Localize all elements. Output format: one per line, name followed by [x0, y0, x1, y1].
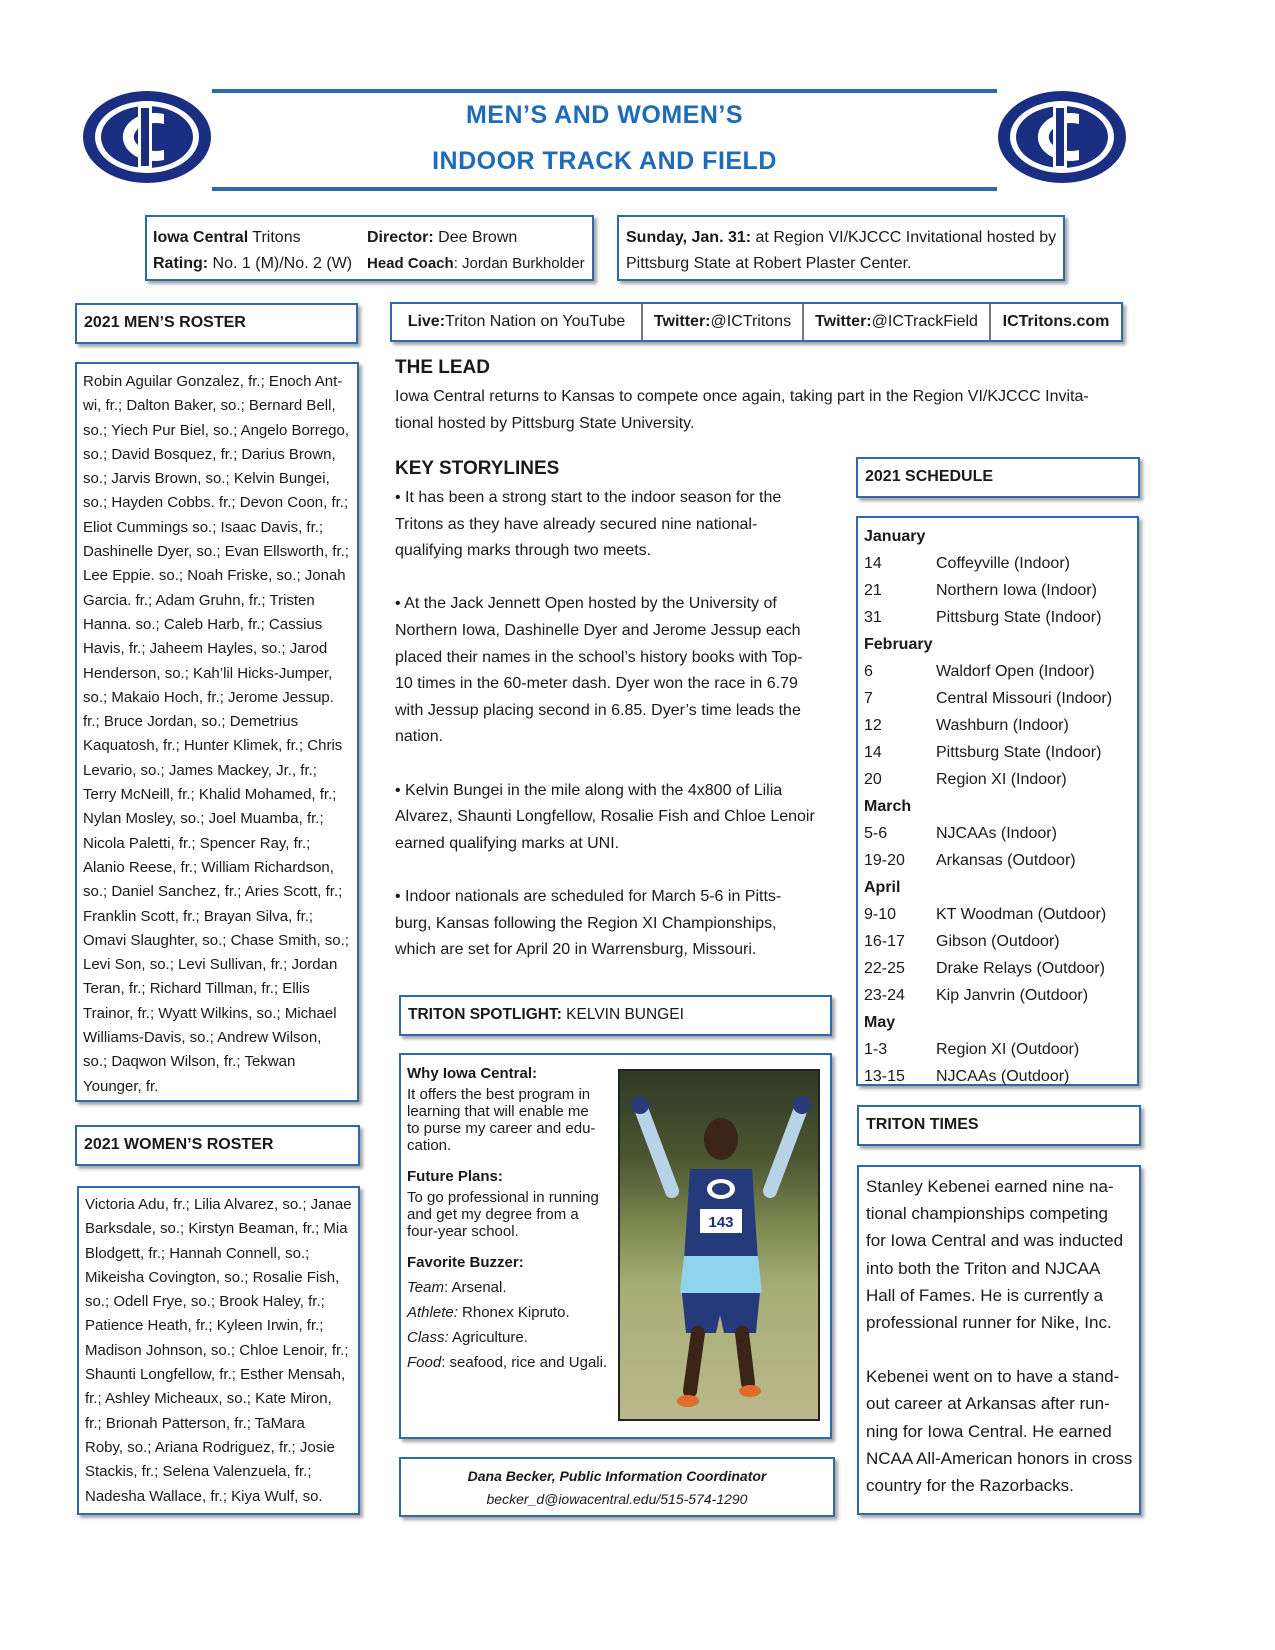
- roster-line: Nicola Paletti, fr.; Spencer Ray, fr.;: [83, 834, 311, 852]
- plans-line: and get my degree from a: [407, 1206, 579, 1223]
- event-name: Gibson (Outdoor): [936, 933, 1060, 950]
- page-title-line-2: INDOOR TRACK AND FIELD: [432, 147, 777, 175]
- spotlight-label: TRITON SPOTLIGHT:: [408, 1006, 562, 1023]
- schedule-month: January: [864, 528, 926, 545]
- roster-line: fr.; Brionah Patterson, fr.; TaMara: [85, 1414, 305, 1432]
- lead-paragraph: [395, 384, 1089, 437]
- event-name: Kip Janvrin (Outdoor): [936, 987, 1089, 1004]
- schedule-box: [856, 516, 1139, 1086]
- times-line: tional championships competing: [866, 1204, 1108, 1224]
- roster-line: Stackis, fr.; Selena Valenzuela, fr.;: [85, 1463, 312, 1481]
- spotlight-box: [399, 1053, 832, 1439]
- storylines-heading: KEY STORYLINES: [395, 458, 560, 479]
- roster-line: Trainor, fr.; Wyatt Wilkins, so.; Michael: [83, 1004, 337, 1022]
- roster-line: Robin Aguilar Gonzalez, fr.; Enoch Ant-: [83, 373, 343, 390]
- roster-line: so.; Jarvis Brown, so.; Kelvin Bungei,: [83, 470, 330, 488]
- spotlight-text: [407, 1061, 612, 1375]
- storyline-line: • Kelvin Bungei in the mile along with the 4x800 of Lilia: [395, 781, 783, 799]
- roster-line: Nadesha Wallace, fr.; Kiya Wulf, so.: [85, 1487, 323, 1505]
- roster-line: Omavi Slaughter, so.; Chase Smith, so.;: [83, 931, 349, 949]
- triton-times-header: TRITON TIMES: [857, 1105, 1141, 1146]
- buzzer-label: Favorite Buzzer:: [407, 1254, 524, 1271]
- event-name: Pittsburg State (Indoor): [936, 744, 1102, 761]
- storyline-line: 10 times in the 60-meter dash. Dyer won the race in 6.79: [395, 675, 798, 693]
- schedule-event: [864, 712, 1134, 739]
- schedule-event: [864, 739, 1134, 766]
- roster-line: Shaunti Longfellow, fr.; Esther Mensah,: [85, 1366, 346, 1384]
- ic-logo-icon: [995, 88, 1129, 186]
- event-name: NJCAAs (Indoor): [936, 825, 1057, 842]
- roster-line: Franklin Scott, fr.; Brayan Silva, fr.;: [83, 907, 314, 925]
- contact-box: [399, 1457, 835, 1517]
- roster-line: Younger, fr.: [83, 1077, 159, 1095]
- plans-line: four-year school.: [407, 1223, 519, 1240]
- lead-heading: THE LEAD: [395, 357, 490, 378]
- storyline-line: qualifying marks through two meets.: [395, 542, 652, 560]
- schedule-event: [864, 766, 1134, 793]
- event-line-1: Sunday, Jan. 31: at Region VI/KJCCC Invitational hosted by: [626, 229, 1057, 246]
- event-date: 19-20: [864, 852, 905, 869]
- storyline-paragraph: [395, 591, 815, 751]
- schedule-month: April: [864, 879, 901, 896]
- plans-line: To go professional in running: [407, 1189, 599, 1206]
- event-date: 6: [864, 663, 873, 680]
- roster-line: Barksdale, so.; Kirstyn Beaman, fr.; Mia: [85, 1220, 348, 1238]
- times-line: ning for Iowa Central. He earned: [866, 1421, 1112, 1441]
- spotlight-name: KELVIN BUNGEI: [561, 1006, 684, 1023]
- schedule-list: [864, 523, 1134, 1090]
- womens-roster-box: [77, 1186, 360, 1515]
- event-date: 14: [864, 555, 882, 572]
- schedule-event: [864, 604, 1134, 631]
- roster-line: Levi Son, so.; Levi Sullivan, fr.; Jordan: [83, 956, 338, 974]
- event-date: 21: [864, 582, 882, 599]
- schedule-event: [864, 685, 1134, 712]
- triton-times-text: [866, 1173, 1132, 1499]
- event-date: 31: [864, 609, 882, 626]
- team-rating: Rating: No. 1 (M)/No. 2 (W): [153, 255, 353, 272]
- roster-line: Garcia. fr.; Adam Gruhn, fr.; Tristen: [83, 591, 315, 609]
- roster-line: Mikeisha Covington, so.; Rosalie Fish,: [85, 1268, 340, 1286]
- roster-line: Williams-Davis, so.; Andrew Wilson,: [83, 1029, 322, 1047]
- storyline-line: earned qualifying marks at UNI.: [395, 834, 620, 852]
- schedule-event: [864, 1063, 1134, 1090]
- storyline-line: • Indoor nationals are scheduled for March 5-6 in Pitts-: [395, 887, 782, 905]
- roster-line: Hanna. so.; Caleb Harb, fr.; Cassius: [83, 615, 323, 633]
- roster-line: Henderson, so.; Kah’lil Hicks-Jumper,: [83, 664, 333, 682]
- event-date: 5-6: [864, 825, 888, 842]
- athlete-photo: [618, 1069, 820, 1421]
- event-date: 22-25: [864, 960, 905, 977]
- roster-line: Roby, so.; Ariana Rodriguez, fr.; Josie: [85, 1438, 335, 1456]
- roster-line: so.; Yiech Pur Biel, so.; Angelo Borrego,: [83, 421, 349, 439]
- roster-line: Victoria Adu, fr.; Lilia Alvarez, so.; Janae: [85, 1196, 352, 1213]
- why-line: cation.: [407, 1137, 452, 1154]
- roster-line: Levario, so.; James Mackey, Jr., fr.;: [83, 761, 317, 779]
- storyline-line: • At the Jack Jennett Open hosted by the University of: [395, 595, 777, 613]
- schedule-event: [864, 901, 1134, 928]
- storyline-paragraph: [395, 778, 815, 858]
- times-line: professional runner for Nike, Inc.: [866, 1313, 1112, 1333]
- event-date: 12: [864, 717, 882, 734]
- roster-line: Kaquatosh, fr.; Hunter Klimek, fr.; Chris: [83, 737, 343, 755]
- storyline-paragraph: [395, 884, 815, 964]
- roster-line: Nylan Mosley, so.; Joel Muamba, fr.;: [83, 810, 324, 828]
- roster-line: Lee Eppie. so.; Noah Friske, so.; Jonah: [83, 567, 346, 585]
- header-rule-bottom: [212, 187, 997, 191]
- roster-line: so.; Daqwon Wilson, fr.; Tekwan: [83, 1053, 296, 1071]
- event-info-box: [617, 215, 1065, 281]
- spotlight-header: [399, 995, 832, 1036]
- storyline-line: Alvarez, Shaunti Longfellow, Rosalie Fish and Chloe Lenoir: [395, 808, 815, 826]
- storyline-line: which are set for April 20 in Warrensburg, Missouri.: [395, 941, 757, 959]
- roster-line: Havis, fr.; Jaheem Hayles, so.; Jarod: [83, 640, 328, 658]
- event-name: Region XI (Indoor): [936, 771, 1067, 788]
- schedule-event: [864, 982, 1134, 1009]
- event-name: Drake Relays (Outdoor): [936, 960, 1105, 977]
- event-name: Pittsburg State (Indoor): [936, 609, 1102, 626]
- mens-roster-header: 2021 MEN’S ROSTER: [75, 303, 358, 344]
- event-date: 7: [864, 690, 873, 707]
- storyline-line: placed their names in the school’s history books with Top-: [395, 648, 803, 666]
- roster-line: fr.; Ashley Micheaux, so.; Kate Miron,: [85, 1390, 332, 1408]
- event-name: Central Missouri (Indoor): [936, 690, 1113, 707]
- roster-line: Blodgett, fr.; Hannah Connell, so.;: [85, 1244, 310, 1262]
- event-name: KT Woodman (Outdoor): [936, 906, 1107, 923]
- buzzer-class: Class: Agriculture.: [407, 1329, 528, 1346]
- roster-line: so.; Daniel Sanchez, fr.; Aries Scott, fr.;: [83, 883, 343, 901]
- triton-times-box: [857, 1165, 1141, 1515]
- storyline-line: with Jessup placing second in 6.85. Dyer’s time leads the: [395, 701, 801, 719]
- times-line: out career at Arkansas after run-: [866, 1394, 1110, 1414]
- event-name: Northern Iowa (Indoor): [936, 582, 1097, 599]
- schedule-event: [864, 928, 1134, 955]
- lead-line: Iowa Central returns to Kansas to compete once again, taking part in the Region VI/KJCCC Invita-: [395, 388, 1089, 405]
- times-line: for Iowa Central and was inducted: [866, 1231, 1124, 1251]
- storyline-line: Tritons as they have already secured nine national-: [395, 515, 758, 533]
- team-head-coach: Head Coach: Jordan Burkholder: [367, 255, 585, 272]
- mens-roster-list: [83, 370, 349, 1099]
- mens-roster-box: [75, 362, 359, 1102]
- plans-text: [407, 1189, 612, 1240]
- womens-roster-header: 2021 WOMEN’S ROSTER: [75, 1125, 360, 1166]
- team-director: Director: Dee Brown: [367, 229, 518, 246]
- twitter-trackfield-link[interactable]: Twitter: @ICTrackField: [804, 304, 991, 340]
- roster-line: wi, fr.; Dalton Baker, so.; Bernard Bell,: [83, 397, 336, 415]
- roster-line: so.; Odell Frye, so.; Brook Haley, fr.;: [85, 1293, 325, 1311]
- schedule-event: [864, 1036, 1134, 1063]
- event-name: NJCAAs (Outdoor): [936, 1068, 1070, 1085]
- schedule-header: 2021 SCHEDULE: [856, 457, 1140, 498]
- storyline-line: Northern Iowa, Dashinelle Dyer and Jerome Jessup each: [395, 621, 801, 639]
- why-label: Why Iowa Central:: [407, 1065, 538, 1082]
- schedule-event: [864, 955, 1134, 982]
- roster-line: so.; Makaio Hoch, fr.; Jerome Jessup.: [83, 688, 334, 706]
- roster-line: so.; Hayden Cobbs. fr.; Devon Coon, fr.;: [83, 494, 349, 512]
- roster-line: fr.; Bruce Jordan, so.; Demetrius: [83, 713, 299, 731]
- why-text: [407, 1086, 612, 1154]
- event-date: 16-17: [864, 933, 905, 950]
- buzzer-food: Food: seafood, rice and Ugali.: [407, 1354, 608, 1371]
- event-line-2: Pittsburg State at Robert Plaster Center.: [626, 255, 912, 272]
- page-title-line-1: MEN’S AND WOMEN’S: [465, 101, 744, 129]
- storyline-line: • It has been a strong start to the indoor season for the: [395, 489, 782, 506]
- runner-icon: [620, 1071, 820, 1421]
- event-date: 1-3: [864, 1041, 888, 1058]
- roster-line: Patience Heath, fr.; Kyleen Irwin, fr.;: [85, 1317, 324, 1335]
- why-line: It offers the best program in: [407, 1086, 591, 1103]
- times-line: Kebenei went on to have a stand-: [866, 1367, 1120, 1387]
- event-date: 13-15: [864, 1068, 905, 1085]
- contact-name: Dana Becker, Public Information Coordinator: [467, 1468, 767, 1484]
- event-date: 20: [864, 771, 882, 788]
- buzzer-athlete: Athlete: Rhonex Kipruto.: [407, 1304, 570, 1321]
- schedule-month: February: [864, 636, 933, 653]
- schedule-event: [864, 820, 1134, 847]
- header-rule-top: [212, 89, 997, 93]
- schedule-event: [864, 658, 1134, 685]
- event-date: 14: [864, 744, 882, 761]
- why-line: learning that will enable me: [407, 1103, 589, 1120]
- roster-line: Dashinelle Dyer, so.; Evan Ellsworth, fr.;: [83, 543, 349, 561]
- times-line: into both the Triton and NJCAA: [866, 1258, 1101, 1278]
- event-name: Coffeyville (Indoor): [936, 555, 1070, 572]
- live-stream-link[interactable]: Live: Triton Nation on YouTube: [392, 304, 643, 340]
- event-name: Waldorf Open (Indoor): [936, 663, 1095, 680]
- storyline-line: burg, Kansas following the Region XI Championships,: [395, 914, 777, 932]
- lead-line: tional hosted by Pittsburg State University.: [395, 414, 695, 432]
- plans-label: Future Plans:: [407, 1168, 503, 1185]
- ic-logo-icon: [80, 88, 214, 186]
- roster-line: Terry McNeill, fr.; Khalid Mohamed, fr.;: [83, 786, 337, 804]
- times-line: NCAA All-American honors in cross: [866, 1448, 1133, 1468]
- times-line: Hall of Fames. He is currently a: [866, 1285, 1104, 1305]
- schedule-event: [864, 577, 1134, 604]
- bib-number: 143: [708, 1214, 734, 1231]
- storyline-line: nation.: [395, 728, 444, 746]
- event-name: Region XI (Outdoor): [936, 1041, 1080, 1058]
- event-date: 23-24: [864, 987, 905, 1004]
- times-paragraph: [866, 1173, 1132, 1336]
- times-line: Stanley Kebenei earned nine na-: [866, 1177, 1114, 1196]
- storylines-body: [395, 485, 815, 964]
- team-name: Iowa Central Tritons: [153, 229, 301, 246]
- why-line: to purse my career and edu-: [407, 1120, 596, 1137]
- times-line: country for the Razorbacks.: [866, 1476, 1074, 1496]
- schedule-event: [864, 847, 1134, 874]
- storyline-paragraph: [395, 485, 815, 565]
- social-bar: [390, 302, 1123, 342]
- contact-details[interactable]: becker_d@iowacentral.edu/515-574-1290: [486, 1491, 748, 1507]
- schedule-month: March: [864, 798, 912, 815]
- schedule-event: [864, 550, 1134, 577]
- event-name: Arkansas (Outdoor): [936, 852, 1076, 869]
- team-info-box: [145, 215, 594, 281]
- roster-line: Eliot Cummings so.; Isaac Davis, fr.;: [83, 518, 324, 536]
- roster-line: Madison Johnson, so.; Chloe Lenoir, fr.;: [85, 1341, 349, 1359]
- twitter-tritons-link[interactable]: Twitter: @ICTritons: [643, 304, 804, 340]
- event-date: 9-10: [864, 906, 897, 923]
- roster-line: so.; David Bosquez, fr.; Darius Brown,: [83, 445, 336, 463]
- buzzer-team: Team: Arsenal.: [407, 1279, 507, 1296]
- times-paragraph: [866, 1363, 1132, 1499]
- womens-roster-list: [85, 1193, 352, 1509]
- roster-line: Alanio Reese, fr.; William Richardson,: [83, 858, 334, 876]
- roster-line: Teran, fr.; Richard Tillman, fr.; Ellis: [83, 980, 310, 998]
- schedule-month: May: [864, 1014, 896, 1031]
- event-name: Washburn (Indoor): [936, 717, 1069, 734]
- website-link[interactable]: ICTritons.com: [1002, 313, 1110, 330]
